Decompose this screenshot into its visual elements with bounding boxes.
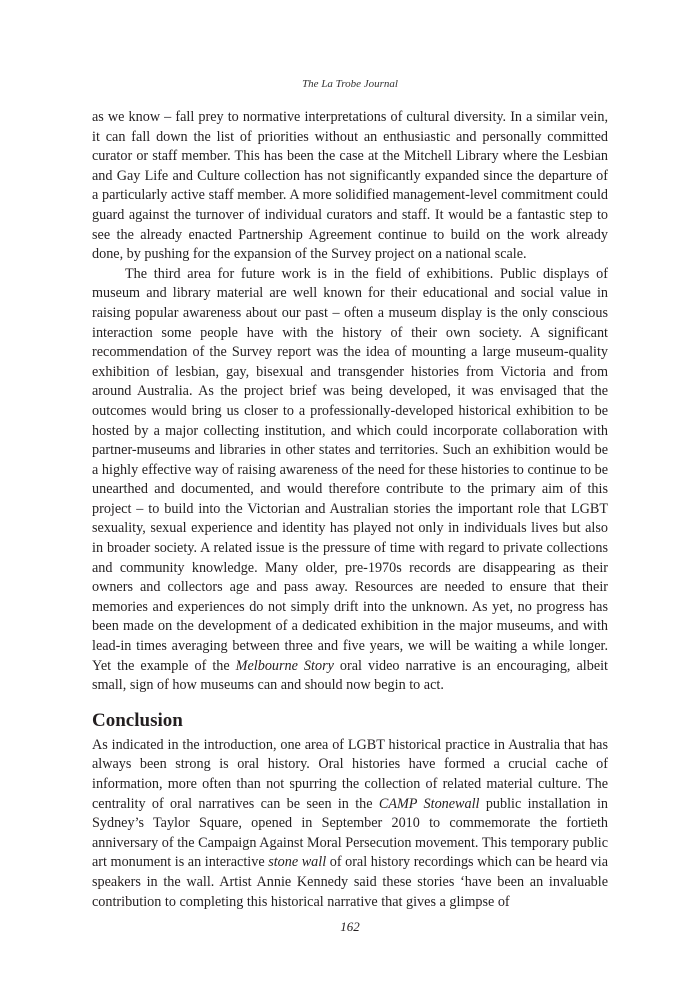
paragraph-3-text-2: public installation in Sydney’s Taylor Square, opened in September 2010 to commemorate the fortieth anniversary of the Campaign Against Moral Persecution movement. This temporary public art monument is an interactive [92, 795, 608, 871]
running-head: The La Trobe Journal [302, 78, 398, 90]
stone-wall-term: stone wall [268, 854, 327, 871]
paragraph-3-text-1: As indicated in the introduction, one area of LGBT historical practice in Australia that has always been strong is oral history. Oral histories have formed a crucial cache of information, more often than not spurring the collection of related material culture. The centrality of oral narratives can be seen in the [92, 736, 608, 812]
page-number: 162 [340, 919, 360, 934]
paragraph-1: as we know – fall prey to normative interpretations of cultural diversity. In a similar vein, it can fall down the list of priorities without an enthusiastic and personally committed curator or staff member. This has been the case at the Mitchell Library where the Lesbian and Gay Life and Culture collection has not significantly expanded since the departure of a particularly active staff member. A more solidified management-level commitment could guard against the turnover of individual curators and staff. It would be a fantastic step to see the already enacted Partnership Agreement continue to build on the work already done, by pushing for the expansion of the Survey project on a national scale. [92, 109, 608, 263]
melbourne-story-title: Melbourne Story [235, 657, 334, 674]
paragraph-2-text-1: The third area for future work is in the field of exhibitions. Public displays of museum and library material are well known for their educational and social value in raising popular awareness about our past – often a museum display is the only conscious interaction some people have with the history of their own society. A significant recommendation of the Survey report was the idea of mounting a large museum-quality exhibition of lesbian, gay, bisexual and transgender histories from Victoria and from around Australia. As the project brief was being developed, it was envisaged that the outcomes would bring us closer to a professionally-developed historical exhibition to be hosted by a major collecting institution, and which could incorporate collaboration with partner-museums and libraries in other states and territories. Such an exhibition would be a highly effective way of raising awareness of the need for these histories to continue to be unearthed and documented, and would therefore contribute to the primary aim of this project – to build into the Victorian and Australian stories the important role that LGBT sexuality, sexual experience and identity has played not only in individuals lives but also in broader society. A related issue is the pressure of time with regard to private collections and community knowledge. Many older, pre-1970s records are disappearing as their owners and collectors age and pass away. Resources are needed to ensure that their memories and experiences do not simply drift into the unknown. As yet, no progress has been made on the development of a dedicated exhibition in the major museums, and with lead-in times averaging between three and five years, we will be waiting a while longer. Yet the example of the [92, 265, 608, 674]
paragraph-2 [92, 265, 608, 696]
paragraph-3 [92, 736, 608, 912]
body-text [92, 108, 608, 912]
conclusion-heading: Conclusion [92, 709, 183, 731]
camp-stonewall-title: CAMP Stonewall [378, 795, 480, 812]
paragraph-2-text-2: oral video narrative is an encouraging, albeit small, sign of how museums can and should now begin to act. [92, 657, 608, 694]
paragraph-3-text-3: of oral history recordings which can be heard via speakers in the wall. Artist Annie Kennedy said these stories ‘have been an invaluable contribution to completing this historical narrative that gives a glimpse of [92, 854, 608, 910]
